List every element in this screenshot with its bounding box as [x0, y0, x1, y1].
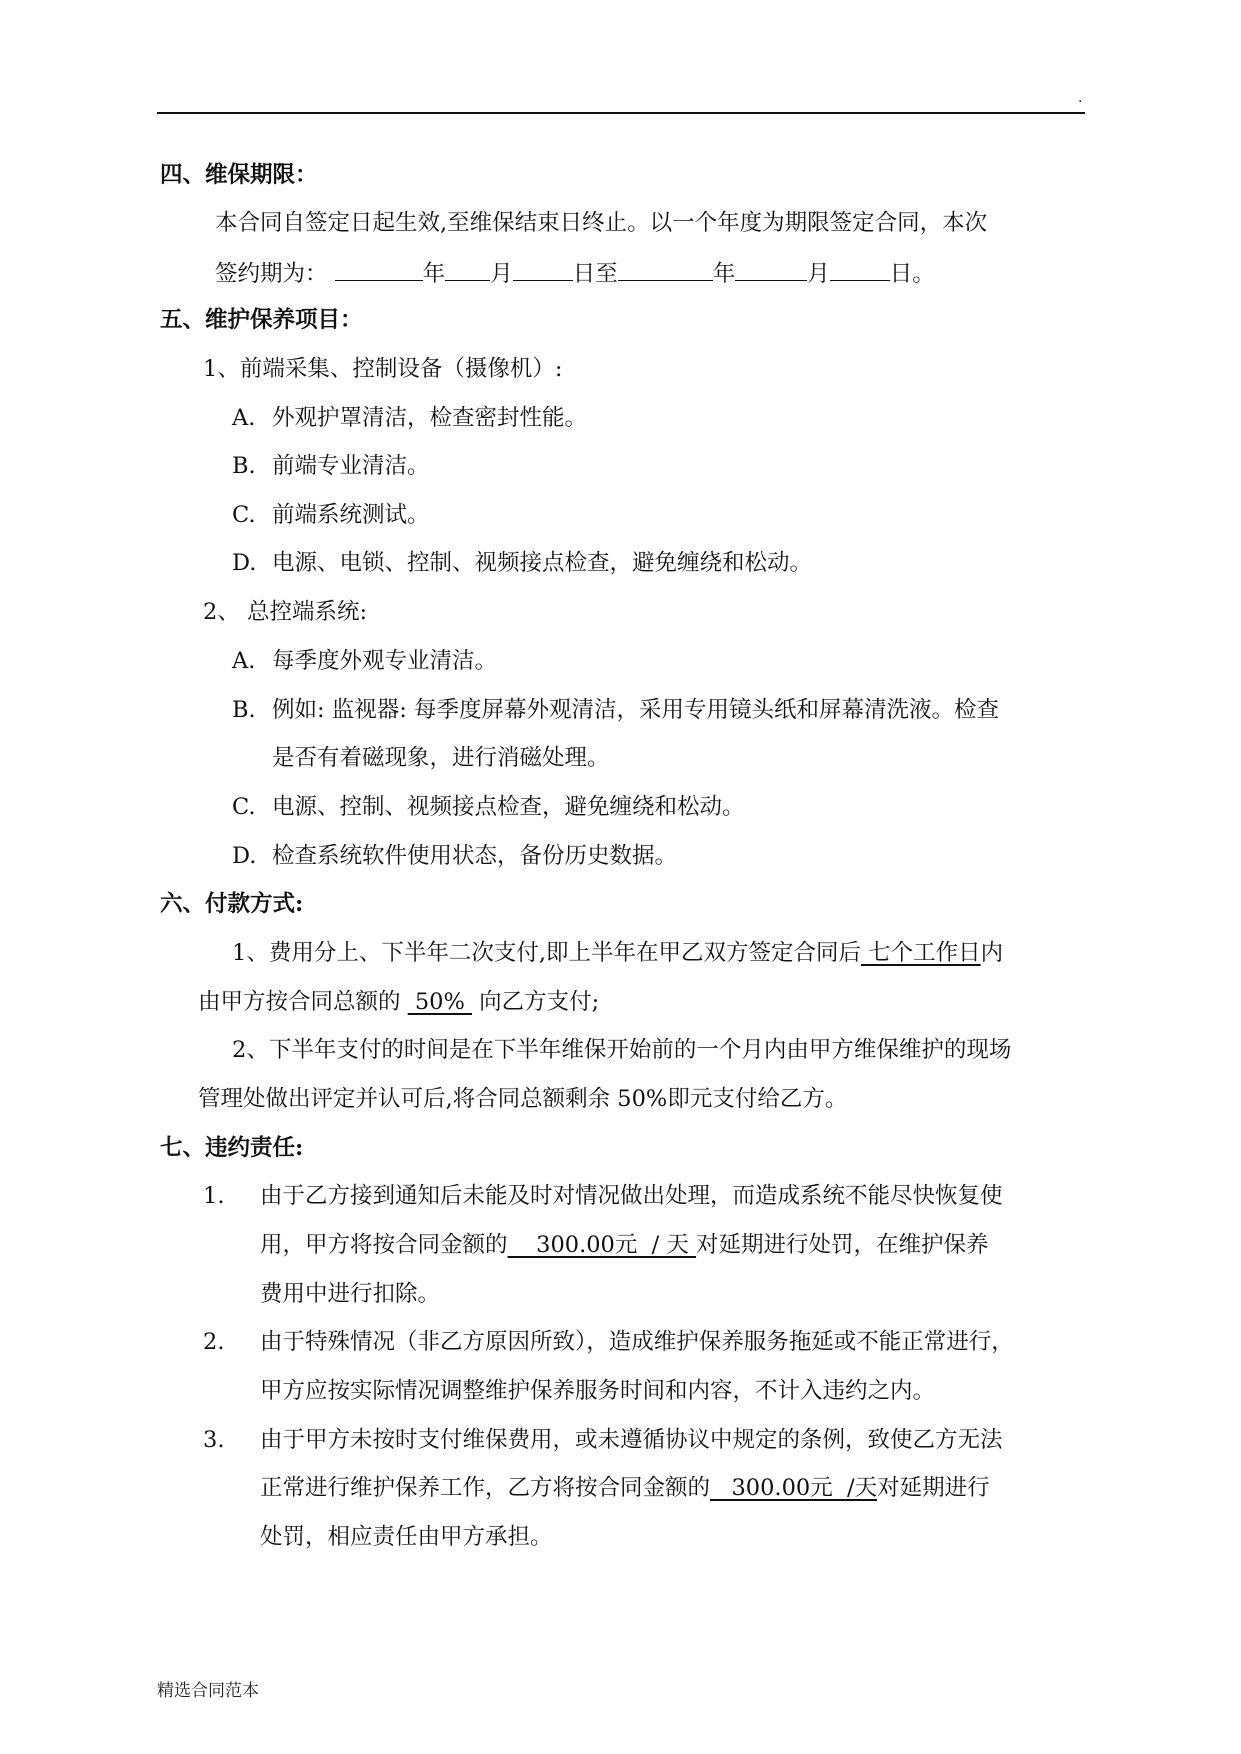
section-5-group-1-item [232, 451, 430, 481]
payment-percent-tail: 向乙方支付; [479, 989, 600, 1015]
section-5-group-1-item [232, 403, 587, 433]
item-text: 是否有着磁现象，进行消磁处理。 [272, 745, 610, 771]
header-corner-mark: . [1078, 90, 1083, 106]
penalty-3-amount: 300.00元 /天 [710, 1475, 878, 1501]
section-6-title: 六、付款方式: [160, 891, 304, 917]
payment-clause-1-tail: 内 [980, 940, 1004, 966]
item-text: 电源、控制、视频接点检查，避免缠绕和松动。 [272, 794, 745, 820]
item-text: 每季度外观专业清洁。 [272, 648, 498, 674]
penalty-item-2-line-1: 由于特殊情况（非乙方原因所致），造成维护保养服务拖延或不能正常进行， [260, 1329, 1014, 1355]
payment-clause-1-text: 1、费用分上、下半年二次支付,即上半年在甲乙双方签定合同后 [232, 940, 861, 966]
item-marker: A. [232, 405, 256, 431]
item-text: 前端系统测试。 [272, 502, 430, 528]
penalty-item-3-number: 3. [203, 1427, 225, 1453]
item-marker: C. [232, 502, 256, 528]
payment-days-value: 七个工作日 [860, 940, 981, 966]
end-day-blank[interactable] [830, 256, 890, 281]
item-marker: C. [232, 794, 256, 820]
section-4-title: 四、维保期限： [160, 162, 318, 188]
penalty-3-lead: 正常进行维护保养工作，乙方将按合同金额的 [260, 1475, 711, 1501]
start-month-blank[interactable] [445, 256, 490, 281]
section-6-line-2 [198, 987, 599, 1017]
item-text: 检查系统软件使用状态，备份历史数据。 [272, 843, 678, 869]
start-day-to-label: 日至 [572, 261, 618, 287]
penalty-1-lead: 用，甲方将按合同金额的 [260, 1232, 508, 1258]
penalty-1-tail: 对延期进行处罚，在维护保养 [696, 1232, 989, 1258]
penalty-item-2-number: 2. [203, 1329, 225, 1355]
end-year-blank[interactable] [618, 256, 713, 281]
section-4-paragraph-line-2 [215, 256, 935, 289]
section-5-title: 五、维护保养项目： [160, 307, 363, 333]
item-text: 前端专业清洁。 [272, 453, 430, 479]
penalty-item-1-number: 1. [203, 1183, 225, 1209]
section-5-group-2-item-continuation [232, 743, 610, 773]
payment-percent-lead: 由甲方按合同总额的 [198, 989, 401, 1015]
penalty-item-3-line-2 [260, 1473, 990, 1503]
item-marker: B. [232, 453, 256, 479]
section-7-title: 七、违约责任: [160, 1135, 304, 1161]
penalty-item-1-line-3: 费用中进行扣除。 [260, 1281, 441, 1307]
item-marker: A. [232, 648, 256, 674]
item-text: 外观护罩清洁，检查密封性能。 [272, 405, 588, 431]
section-5-group-2-item [232, 792, 745, 822]
start-year-label: 年 [422, 261, 446, 287]
penalty-item-3-line-1: 由于甲方未按时支付维保费用，或未遵循协议中规定的条例，致使乙方无法 [260, 1427, 1003, 1453]
header-rule [157, 112, 1085, 114]
section-5-group-2-item [232, 646, 497, 676]
section-6-line-3: 2、下半年支付的时间是在下半年维保开始前的一个月内由甲方维保维护的现场 [232, 1037, 1012, 1063]
penalty-1-amount: 300.00元 / 天 [507, 1232, 697, 1258]
start-month-label: 月 [490, 261, 513, 287]
penalty-item-1-line-1: 由于乙方接到通知后未能及时对情况做出处理，而造成系统不能尽快恢复使 [260, 1183, 1003, 1209]
item-marker: B. [232, 697, 256, 723]
section-5-group-2-heading: 2、 总控端系统: [203, 599, 368, 625]
penalty-3-tail: 对延期进行 [877, 1475, 990, 1501]
section-5-group-2-item [232, 695, 999, 725]
penalty-item-2-line-2: 甲方应按实际情况调整维护保养服务时间和内容，不计入违约之内。 [260, 1378, 936, 1404]
footer-label: 精选合同范本 [157, 1681, 259, 1701]
section-5-group-2-item [232, 841, 677, 871]
end-day-label: 日。 [889, 261, 935, 287]
section-6-line-4: 管理处做出评定并认可后,将合同总额剩余 50%即元支付给乙方。 [198, 1086, 848, 1112]
item-text: 电源、电锁、控制、视频接点检查，避免缠绕和松动。 [272, 550, 813, 576]
penalty-item-3-line-3: 处罚，相应责任由甲方承担。 [260, 1524, 553, 1550]
section-6-line-1 [232, 938, 1003, 968]
end-month-label: 月 [807, 261, 830, 287]
start-day-blank[interactable] [513, 256, 573, 281]
section-5-group-1-heading: 1、前端采集、控制设备（摄像机）: [203, 356, 563, 382]
start-year-blank[interactable] [335, 256, 423, 281]
section-5-group-1-item [232, 500, 430, 530]
payment-percent-value: 50% [407, 989, 472, 1015]
penalty-item-1-line-2 [260, 1230, 989, 1260]
end-month-blank[interactable] [735, 256, 807, 281]
item-marker: D. [232, 843, 257, 869]
end-year-label: 年 [712, 261, 736, 287]
signing-period-label: 签约期为： [215, 261, 328, 287]
section-5-group-1-item [232, 548, 812, 578]
section-4-paragraph-line-1: 本合同自签定日起生效,至维保结束日终止。以一个年度为期限签定合同，本次 [215, 210, 988, 236]
item-marker: D. [232, 550, 257, 576]
item-text: 例如: 监视器: 每季度屏幕外观清洁，采用专用镜头纸和屏幕清洗液。检查 [272, 697, 999, 723]
